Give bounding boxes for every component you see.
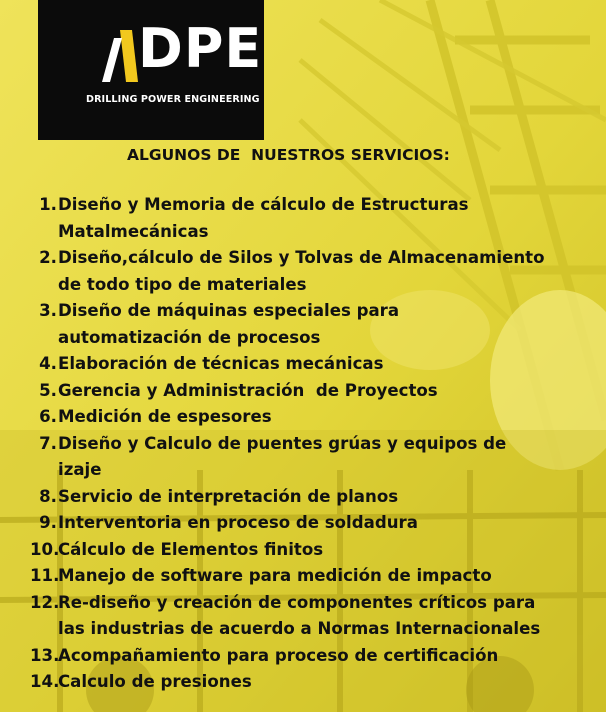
logo-letters: DPE bbox=[138, 17, 263, 80]
service-number: 14. bbox=[30, 672, 60, 691]
service-text: Diseño y Memoria de cálculo de Estructuras Matalmecánicas bbox=[58, 195, 469, 241]
service-item bbox=[30, 590, 602, 643]
service-item bbox=[30, 537, 602, 564]
service-number: 3. bbox=[39, 301, 57, 320]
service-item bbox=[30, 484, 602, 511]
service-text: Medición de espesores bbox=[58, 407, 272, 426]
service-text: Servicio de interpretación de planos bbox=[58, 486, 399, 506]
service-item bbox=[30, 351, 602, 378]
service-number: 5. bbox=[39, 380, 57, 400]
service-number: 4. bbox=[39, 354, 57, 373]
services-list bbox=[30, 192, 602, 696]
service-number: 7. bbox=[39, 433, 57, 453]
service-number: 11. bbox=[30, 566, 60, 585]
service-number: 1. bbox=[39, 195, 57, 214]
service-item bbox=[30, 192, 602, 245]
service-text: Interventoria en proceso de soldadura bbox=[58, 513, 418, 532]
service-text: Elaboración de técnicas mecánicas bbox=[58, 354, 384, 373]
service-item bbox=[30, 378, 602, 405]
service-text: Cálculo de Elementos finitos bbox=[58, 539, 324, 559]
service-number: 9. bbox=[39, 513, 57, 532]
drill-tower-icon bbox=[100, 30, 138, 82]
services-heading: ALGUNOS DE NUESTROS SERVICIOS: bbox=[127, 146, 450, 164]
service-item bbox=[30, 431, 602, 484]
service-number: 8. bbox=[39, 486, 57, 506]
service-item bbox=[30, 298, 602, 351]
service-number: 6. bbox=[39, 407, 57, 426]
service-item bbox=[30, 404, 602, 431]
company-logo bbox=[38, 0, 264, 140]
service-text: Diseño de máquinas especiales para automatización de procesos bbox=[58, 301, 400, 347]
service-text: Diseño y Calculo de puentes grúas y equipos de izaje bbox=[58, 433, 507, 479]
service-number: 13. bbox=[30, 645, 60, 665]
service-number: 2. bbox=[39, 248, 57, 267]
service-item bbox=[30, 245, 602, 298]
service-text: Manejo de software para medición de impacto bbox=[58, 566, 492, 585]
service-item bbox=[30, 510, 602, 537]
service-item bbox=[30, 669, 602, 696]
service-text: Acompañamiento para proceso de certificación bbox=[58, 645, 499, 665]
service-text: Diseño,cálculo de Silos y Tolvas de Almacenamiento de todo tipo de materiales bbox=[58, 248, 545, 294]
service-text: Re-diseño y creación de componentes críticos para las industrias de acuerdo a Normas Internacionales bbox=[58, 592, 541, 638]
service-number: 12. bbox=[30, 592, 60, 612]
service-text: Gerencia y Administración de Proyectos bbox=[58, 380, 438, 400]
service-text: Calculo de presiones bbox=[58, 672, 252, 691]
service-item bbox=[30, 563, 602, 590]
service-number: 10. bbox=[30, 539, 60, 559]
logo-tagline: DRILLING POWER ENGINEERING bbox=[86, 94, 260, 105]
service-item bbox=[30, 643, 602, 670]
